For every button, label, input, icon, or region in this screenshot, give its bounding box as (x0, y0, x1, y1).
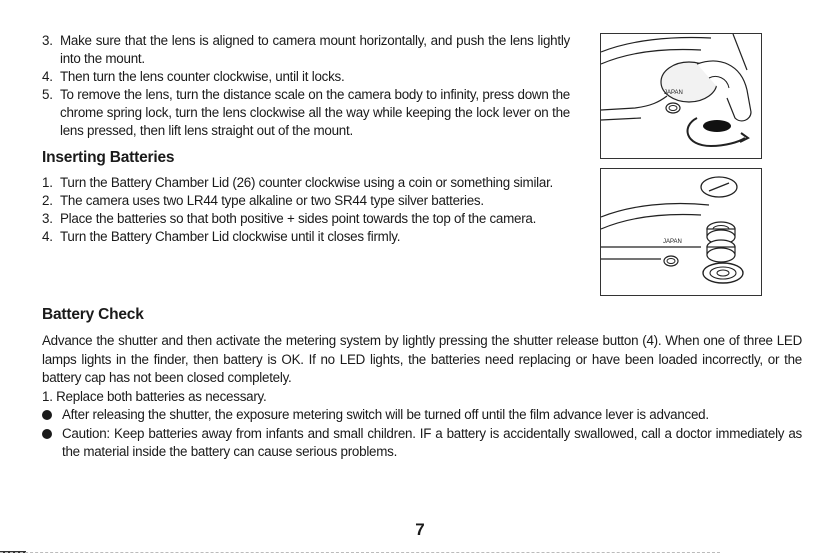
note-text: Caution: Keep batteries away from infants and small children. IF a battery is accidentally swallowed, call a doctor immediately as the material inside the battery can cause serious problems. (62, 425, 802, 459)
battery-step (42, 192, 570, 210)
battery-steps (42, 174, 570, 246)
step-text: Make sure that the lens is aligned to camera mount horizontally, and push the lens lightly into the mount. (60, 33, 570, 66)
japan-label: JAPAN (664, 90, 683, 96)
left-column (42, 32, 570, 246)
lens-steps (42, 32, 570, 140)
note-text: After releasing the shutter, the exposure metering switch will be turned off until the film advance lever is advanced. (62, 407, 709, 422)
step-text: The camera uses two LR44 type alkaline or two SR44 type silver batteries. (60, 193, 484, 208)
step-number: 2. (42, 193, 53, 208)
lens-mount-illustration (600, 33, 762, 159)
step-text: Turn the Battery Chamber Lid clockwise until it closes firmly. (60, 229, 401, 244)
step-number: 3. (42, 211, 53, 226)
battery-check-step: 1. Replace both batteries as necessary. (42, 388, 267, 404)
footer-rule (0, 552, 720, 554)
battery-check-section (42, 332, 802, 462)
lens-step (42, 68, 570, 86)
lens-step (42, 32, 570, 68)
battery-chamber-drawing (601, 169, 761, 295)
note-item (42, 406, 802, 425)
bullet-icon (42, 429, 52, 439)
step-number: 5. (42, 87, 53, 102)
lens-step (42, 86, 570, 140)
step-number: 4. (42, 229, 53, 244)
section-heading: Battery Check (42, 306, 144, 323)
step-number: 3. (42, 33, 53, 48)
section-heading: Inserting Batteries (42, 149, 175, 166)
battery-chamber-illustration (600, 168, 762, 296)
step-text: To remove the lens, turn the distance scale on the camera body to infinity, press down the chrome spring lock, turn the lens clockwise all the way while keeping the lock lever on the lens pressed, then lift lens straight out of the mount. (60, 87, 570, 138)
step-number: 1. (42, 175, 53, 190)
battery-step (42, 210, 570, 228)
battery-step (42, 228, 570, 246)
note-item (42, 425, 802, 462)
lens-mount-drawing (601, 34, 761, 158)
japan-label: JAPAN (663, 239, 682, 245)
step-text: Turn the Battery Chamber Lid (26) counter clockwise using a coin or something similar. (60, 175, 554, 190)
step-text: Then turn the lens counter clockwise, until it locks. (60, 69, 345, 84)
battery-step (42, 174, 570, 192)
battery-check-paragraph: Advance the shutter and then activate the metering system by lightly pressing the shutter release button (4). When one of three LED lamps lights in the finder, then battery is OK. If no LED lights, the batteries need replacing or have been loaded incorrectly, or the battery cap has not been closed completely. (42, 333, 802, 385)
note-list (42, 406, 802, 462)
page-number: 7 (415, 520, 425, 539)
step-number: 4. (42, 69, 53, 84)
step-text: Place the batteries so that both positive + sides point towards the top of the camera. (60, 211, 537, 226)
bullet-icon (42, 410, 52, 420)
